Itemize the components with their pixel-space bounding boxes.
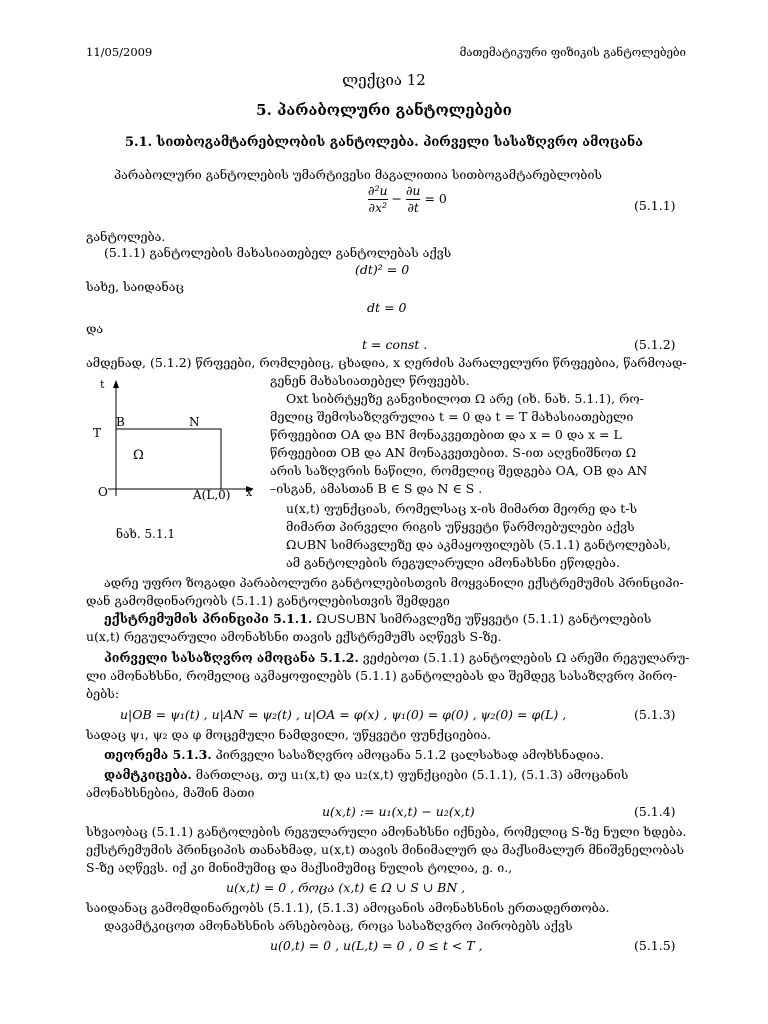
figure-label-B: B: [116, 415, 125, 429]
right-col-line: არის საზღვრის ნაწილი, რომელიც შედგება OA, OB და AN: [270, 463, 648, 478]
extremum-principle-statement: ექსტრემუმის პრინციპი 5.1.1. Ω∪S∪BN სიმრავლეზე უწყვეტი (5.1.1) განტოლების: [104, 611, 652, 626]
right-col-line: Oxt სიბრტყეზე განვიხილოთ Ω არე (იხ. ნახ. 5.1.1), რო-: [286, 391, 644, 406]
right-col-line: წრფეებით OA და BN მონაკვეთებით და x = 0 და x = L: [270, 427, 622, 442]
figure-label-x: x: [246, 486, 253, 499]
text-line: სხვაობაც (5.1.1) განტოლების რეგულარული ამონახსნი იქნება, რომელიც S-ზე ნული ხდება.: [86, 824, 687, 839]
figure-label-T: T: [93, 426, 102, 440]
text-line: ადრე უფრო ზოგადი პარაბოლური განტოლებისთვის მოყვანილი ექსტრემუმის პრინციპი-: [104, 575, 684, 590]
paragraph-intro: პარაბოლური განტოლების უმარტივესი მაგალითია სითბოგამტარებლობის: [114, 167, 603, 182]
header-date: 11/05/2009: [86, 45, 153, 59]
text-line: და: [86, 321, 104, 336]
right-col-line: გენენ მახასიათებელ წრფეებს.: [270, 373, 470, 388]
text-line: სადაც ψ₁, ψ₂ და φ მოცემული ნამდვილი, უწყვეტი ფუნქციებია.: [86, 727, 492, 742]
equation-label-5-1-3: (5.1.3): [634, 707, 676, 722]
text-line: ბებს:: [86, 686, 120, 701]
equation-label-5-1-2: (5.1.2): [634, 337, 676, 352]
chapter-title: 5. პარაბოლური განტოლებები: [256, 101, 512, 119]
equation-zero-solution: u(x,t) = 0 , როცა (x,t) ∈ Ω ∪ S ∪ BN ,: [226, 880, 466, 895]
equation-5-1-1: $\frac{\text{∂²u}}{\text{∂x²}}$ − $\frac{\partial u}{\partial t}$ = 0: [368, 183, 447, 215]
text-line: ლი ამონახსნი, რომელიც აკმაყოფილებს (5.1.1) განტოლებას და შემდეგ სასაზღვრო პირო-: [86, 668, 678, 683]
right-col-line: Ω∪BN სიმრავლეზე და აკმაყოფილებს (5.1.1) განტოლებას,: [286, 537, 671, 552]
section-title: 5.1. სითბოგამტარებლობის განტოლება. პირველი სასაზღვრო ამოცანა: [125, 135, 643, 150]
text-line: ამდენად, (5.1.2) წრფეები, რომლებიც, ცხადია, x ღერძის პარალელური წრფეებია, წარმოად-: [86, 355, 687, 370]
equation-dt-squared: (dt)² = 0: [355, 262, 410, 277]
lecture-heading: ლექცია 12: [342, 71, 426, 89]
text-line: განტოლება.: [86, 229, 166, 244]
figure-caption: ნახ. 5.1.1: [116, 527, 176, 541]
figure-5-1-1: [86, 374, 266, 550]
problem-statement: პირველი სასაზღვრო ამოცანა 5.1.2. ვეძებოთ (5.1.1) განტოლების Ω არეში რეგულარუ-: [104, 650, 690, 665]
right-col-line: მიმართ პირველი რიგის უწყვეტი წარმოებულები აქვს: [286, 519, 635, 534]
header-running-title: მათემატიკური ფიზიკის განტოლებები: [459, 45, 686, 59]
text-line: დან გამომდინარეობს (5.1.1) განტოლებისთვის შემდეგი: [86, 593, 450, 608]
figure-label-t: t: [100, 378, 105, 391]
text-line: ექსტრემუმის პრინციპის თანახმად, u(x,t) თავის მინიმალურ და მაქსიმალურ მნიშვნელობას: [86, 842, 684, 857]
text-line: სახე, საიდანაც: [86, 279, 184, 294]
text-line: საიდანაც გამომდინარეობს (5.1.1), (5.1.3) ამოცანის ამონახსნის ერთადერთობა.: [86, 900, 610, 915]
text-line: S-ზე აღწევს. იქ კი მინიმუმიც და მაქსიმუმიც ნულის ტოლია, ე. ი.,: [86, 860, 513, 875]
proof-statement: დამტკიცება. მართლაც, თუ u₁(x,t) და u₂(x,t) ფუნქციები (5.1.1), (5.1.3) ამოცანის: [104, 767, 629, 782]
figure-label-A: A(L,0): [193, 488, 231, 502]
equation-5-1-4: u(x,t) := u₁(x,t) − u₂(x,t): [322, 804, 475, 819]
right-col-line: წრფეებით OB და AN მონაკვეთებით. S-ით აღვნიშნოთ Ω: [270, 445, 637, 460]
right-col-line: u(x,t) ფუნქციას, რომელსაც x-ის მიმართ მეორე და t-ს: [286, 501, 638, 516]
figure-label-N: N: [189, 415, 200, 429]
right-col-line: –ისგან, ამასთან B ∈ S და N ∈ S .: [270, 481, 483, 496]
right-col-line: ამ განტოლების რეგულარული ამონახსნი ეწოდება.: [286, 555, 620, 570]
equation-5-1-2: t = const .: [362, 337, 428, 352]
equation-5-1-3: u|OB = ψ₁(t) , u|AN = ψ₂(t) , u|OA = φ(x) , ψ₁(0) = φ(0) , ψ₂(0) = φ(L) ,: [120, 707, 567, 722]
equation-dt: dt = 0: [367, 300, 407, 315]
equation-label-5-1-4: (5.1.4): [634, 804, 676, 819]
text-line: ამონახსნებია, მაშინ მათი: [86, 785, 255, 800]
figure-label-omega: Ω: [133, 448, 144, 463]
text-line: დავამტკიცოთ ამონახსნის არსებობაც, როცა სასაზღვრო პირობებს აქვს: [104, 918, 573, 933]
theorem-statement: თეორემა 5.1.3. პირველი სასაზღვრო ამოცანა 5.1.2 ცალსახად ამოხსნადია.: [104, 747, 604, 762]
right-col-line: მელიც შემოსაზღვრულია t = 0 და t = T მახასიათებელი: [270, 409, 634, 424]
equation-label-5-1-1: (5.1.1): [634, 198, 676, 213]
figure-label-O: O: [98, 485, 108, 499]
text-line: (5.1.1) განტოლების მახასიათებელ განტოლებას აქვს: [104, 245, 452, 260]
equation-label-5-1-5: (5.1.5): [634, 938, 676, 953]
text-line: u(x,t) რეგულარული ამონახსნი თავის ექსტრემუმს აღწევს S-ზე.: [86, 629, 502, 644]
equation-5-1-5: u(0,t) = 0 , u(L,t) = 0 , 0 ≤ t < T ,: [270, 938, 483, 953]
